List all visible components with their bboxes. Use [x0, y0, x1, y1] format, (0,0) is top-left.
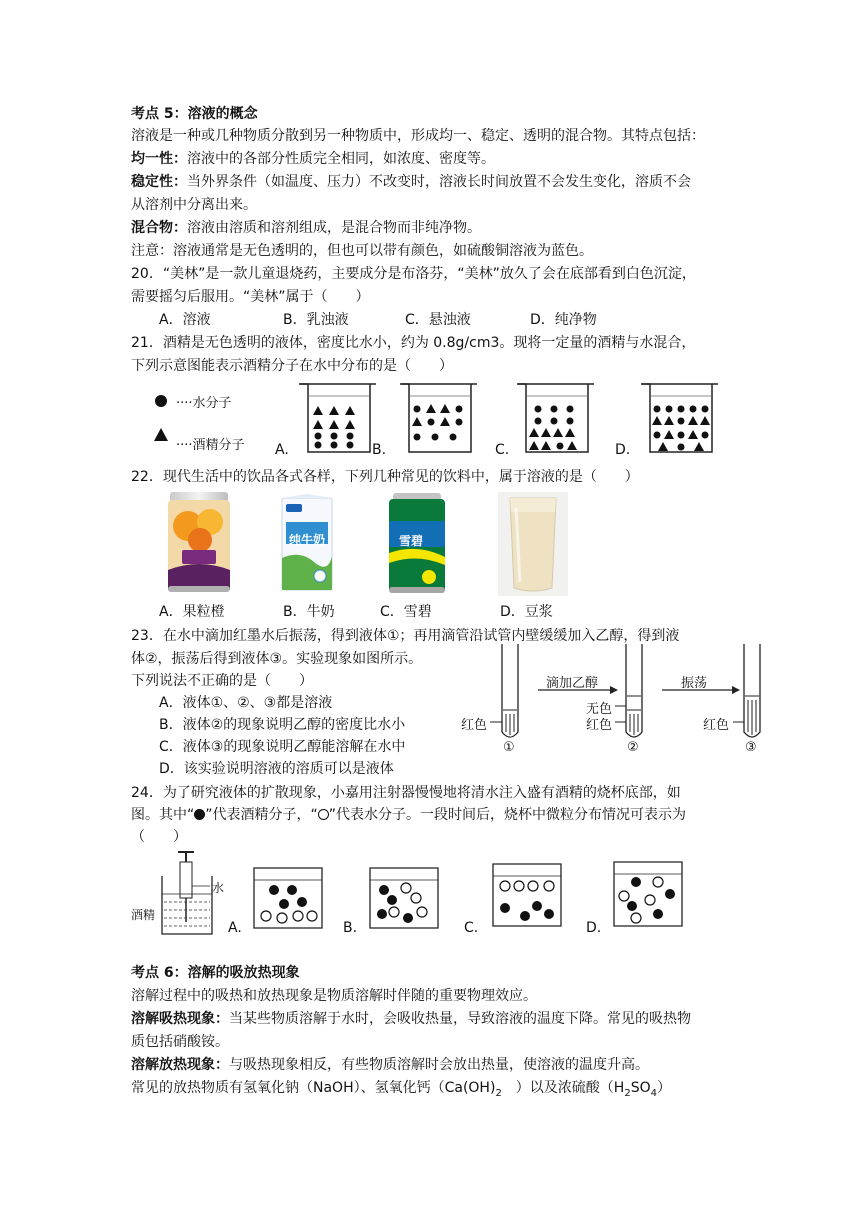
q21-option-a[interactable]: A.	[275, 442, 289, 458]
q21-option-d[interactable]: D.	[615, 442, 631, 458]
q21-option-b[interactable]: B.	[372, 442, 387, 458]
section6-intro: 溶解过程中的吸热和放热现象是物质溶解时伴随的重要物理效应。	[131, 988, 537, 1004]
milk-carton-text: 纯牛奶	[289, 533, 326, 547]
beaker-alcohol-label: 酒精	[131, 908, 156, 922]
q21-beaker-c[interactable]	[516, 382, 596, 454]
q22-option-b[interactable]: B．牛奶	[283, 604, 335, 620]
q21-stem-a: 21．酒精是无色透明的液体，密度比水小，约为 0.8g/cm3。现将一定量的酒精与水混合，	[131, 335, 696, 351]
q21-stem-b: 下列示意图能表示酒精分子在水中分布的是（ ）	[131, 358, 453, 374]
q20-stem-b: 需要摇匀后服用。“美林”属于（ ）	[131, 289, 370, 305]
q24-option-d[interactable]: D.	[586, 920, 602, 936]
legend-alcohol-label: ····酒精分子	[176, 438, 245, 453]
q23-stem-a: 23．在水中滴加红墨水后振荡，得到液体①；再用滴管沿试管内壁缓缓加入乙醇，得到液	[131, 628, 680, 644]
q24-stem-b2: ”代表酒精分子，“	[205, 807, 318, 823]
examples-sub-1: 2	[495, 1087, 502, 1099]
arrow-shake-label: 振荡	[681, 676, 708, 691]
q23-option-c[interactable]: C．液体③的现象说明乙醇能溶解在水中	[159, 739, 406, 755]
q24-beaker-b[interactable]	[368, 866, 442, 930]
section6-endothermic	[131, 1009, 691, 1029]
q20-option-c[interactable]: C．悬浊液	[405, 312, 471, 328]
alcohol-molecule-icon	[194, 809, 205, 820]
endothermic-label: 溶解吸热现象：	[131, 1011, 229, 1027]
section5-uniformity	[131, 149, 495, 169]
tube1-number: ①	[503, 740, 515, 755]
examples-part-c: SO	[630, 1080, 651, 1096]
syringe-water-label: 水	[212, 881, 225, 895]
legend-water-label: ····水分子	[176, 396, 232, 411]
section5-intro: 溶液是一种或几种物质分散到另一种物质中，形成均一、稳定、透明的混合物。其特点包括：	[131, 128, 705, 144]
section6-exothermic	[131, 1055, 649, 1075]
q22-stem: 22．现代生活中的饮品各式各样，下列几种常见的饮料中，属于溶液的是（ ）	[131, 469, 639, 485]
q22-option-a[interactable]: A．果粒橙	[159, 604, 225, 620]
section5-note: 注意：溶液通常是无色透明的，但也可以带有颜色，如硫酸铜溶液为蓝色。	[131, 243, 593, 259]
q24-stem-b3: ”代表水分子。一段时间后，烧杯中微粒分布情况可表示为	[328, 807, 687, 823]
q24-beaker-a[interactable]	[252, 866, 326, 930]
tube3-red-label: 红色	[703, 718, 730, 733]
q23-stem-b: 体②，振荡后得到液体③。实验现象如图所示。	[131, 651, 423, 667]
stability-label: 稳定性：	[131, 174, 187, 190]
q22-option-c[interactable]: C．雪碧	[380, 604, 432, 620]
q21-option-c[interactable]: C.	[495, 442, 510, 458]
section5-stability	[131, 172, 691, 192]
soy-milk-glass-image	[498, 492, 568, 596]
section5-heading: 考点 5：溶液的概念	[131, 106, 258, 122]
examples-part-b: ）以及浓硫酸（H	[501, 1080, 625, 1096]
q23-option-b[interactable]: B．液体②的现象说明乙醇的密度比水小	[159, 717, 406, 733]
mixture-text: 溶液由溶质和溶剂组成，是混合物而非纯净物。	[187, 220, 481, 236]
q20-option-d[interactable]: D．纯净物	[530, 312, 597, 328]
q23-stem-c: 下列说法不正确的是（ ）	[131, 673, 313, 689]
endothermic-text-b: 质包括硝酸铵。	[131, 1034, 229, 1050]
q24-beaker-d[interactable]	[612, 860, 686, 928]
q20-stem-a: 20．“美林”是一款儿童退烧药，主要成分是布洛芬，“美林”放久了会在底部看到白色沉淀，	[131, 266, 696, 282]
q21-beaker-d[interactable]	[640, 382, 720, 454]
q24-stem-c: （ ）	[131, 829, 187, 845]
uniformity-text: 溶液中的各部分性质完全相同，如浓度、密度等。	[187, 151, 495, 167]
orange-juice-can-image	[168, 492, 232, 594]
alcohol-molecule-legend-icon	[154, 428, 168, 441]
uniformity-label: 均一性：	[131, 151, 187, 167]
stability-text-a: 当外界条件（如温度、压力）不改变时，溶液长时间放置不会发生变化，溶质不会	[187, 174, 691, 190]
mixture-label: 混合物：	[131, 220, 187, 236]
tube2-red-label: 红色	[586, 718, 613, 733]
examples-part-a: 常见的放热物质有氢氧化钠（NaOH）、氢氧化钙（Ca(OH)	[131, 1080, 496, 1096]
tube2-number: ②	[627, 740, 639, 755]
tube3-number: ③	[745, 740, 757, 755]
q24-stem-b1: 图。其中“	[131, 807, 195, 823]
endothermic-text-a: 当某些物质溶解于水时，会吸收热量，导致溶液的温度下降。常见的吸热物	[229, 1011, 691, 1027]
water-molecule-legend-icon	[155, 395, 167, 407]
section6-exothermic-examples	[131, 1078, 671, 1104]
examples-sub-3: 4	[650, 1087, 657, 1099]
stability-text-b: 从溶剂中分离出来。	[131, 197, 257, 213]
q24-option-b[interactable]: B.	[343, 920, 358, 936]
q24-beaker-c[interactable]	[491, 862, 565, 928]
arrow-add-ethanol-label: 滴加乙醇	[546, 676, 599, 691]
q22-option-d[interactable]: D．豆浆	[500, 604, 553, 620]
examples-sub-2: 2	[624, 1087, 631, 1099]
section6-heading: 考点 6：溶解的吸放热现象	[131, 965, 300, 981]
tube1-red-label: 红色	[461, 718, 488, 733]
water-molecule-icon	[318, 809, 329, 820]
q24-stem-b	[131, 805, 686, 825]
q20-option-a[interactable]: A．溶液	[159, 312, 211, 328]
tube2-colorless-label: 无色	[586, 702, 613, 717]
sprite-can-text: 雪碧	[399, 534, 424, 548]
q24-option-c[interactable]: C.	[464, 920, 479, 936]
q21-beaker-a[interactable]	[298, 382, 378, 454]
q21-beaker-b[interactable]	[399, 382, 479, 454]
q23-option-a[interactable]: A．液体①、②、③都是溶液	[159, 695, 333, 711]
examples-part-d: ）	[657, 1080, 671, 1096]
q23-option-d[interactable]: D．该实验说明溶液的溶质可以是液体	[159, 761, 394, 777]
q24-stem-a: 24．为了研究液体的扩散现象，小嘉用注射器慢慢地将清水注入盛有酒精的烧杯底部，如	[131, 785, 681, 801]
exothermic-text: 与吸热现象相反，有些物质溶解时会放出热量，使溶液的温度升高。	[229, 1057, 649, 1073]
q20-option-b[interactable]: B．乳浊液	[283, 312, 349, 328]
q24-option-a[interactable]: A.	[228, 920, 242, 936]
section5-mixture	[131, 218, 481, 238]
exothermic-label: 溶解放热现象：	[131, 1057, 229, 1073]
